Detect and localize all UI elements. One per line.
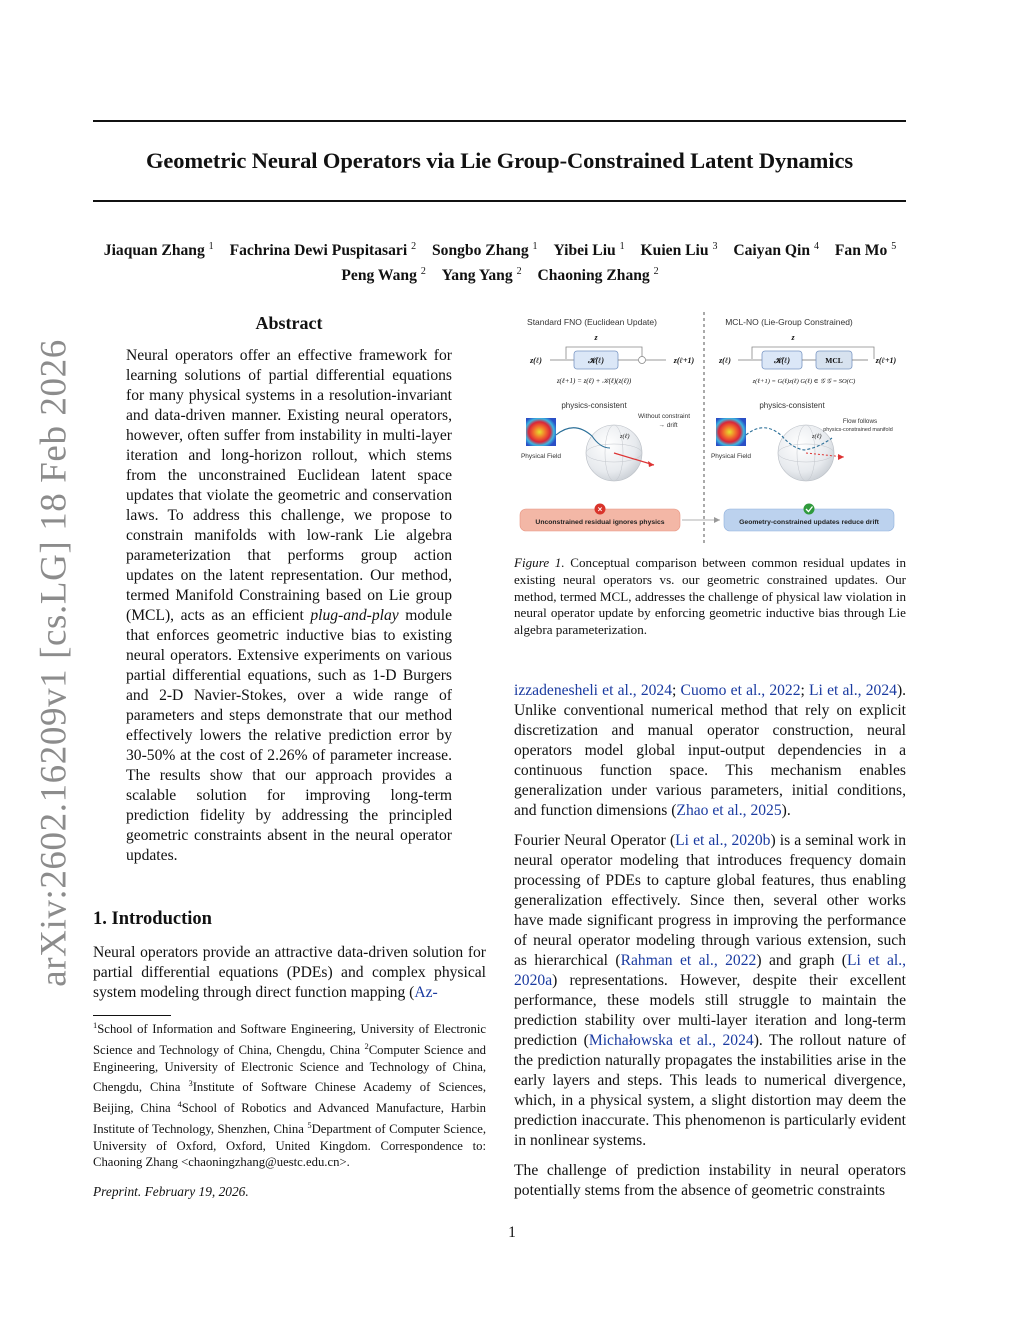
- citation-link[interactable]: Cuomo et al., 2022: [680, 682, 801, 699]
- physical-field-label: Physical Field: [520, 453, 562, 460]
- without-constraint-label: Without constraint: [637, 413, 691, 420]
- footnote-rule: [93, 1015, 171, 1016]
- physical-field-label: Physical Field: [710, 453, 752, 460]
- right-paragraph-3: The challenge of prediction instability in neural operators potentially stems from the absence of geometric constraints: [514, 1162, 906, 1199]
- citation-link[interactable]: izzadenesheli et al., 2024: [514, 682, 673, 699]
- z-out-label: z(ℓ+1): [875, 356, 897, 365]
- citation-link[interactable]: Li et al., 2020b: [675, 832, 771, 849]
- drift-arrowhead: [648, 461, 654, 467]
- physics-consistent-label: physics-consistent: [561, 401, 627, 410]
- abstract-body: Neural operators offer an effective framework for learning solutions of partial differential equations for many physical systems in a resolution-invariant and data-driven manner. Existing neural operators, however, often suffer from instability in multi-layer iteration and long-horizon rollout, which stems from the unconstrained Euclidean latent space updates that violate the geometric and conservation laws. To address this challenge, we propose to constrain manifolds with low-rank Lie algebra parameterization that performs group action updates on the latent representation. Our method, termed Manifold Constraining based on Lie group (MCL), acts as an efficient plug-and-play module that enforces geometric inductive bias to existing neural operators. Extensive experiments on various partial differential equations, such as 1-D Burgers and 2-D Navier-Stokes, over a wide range of parameters and steps demonstrate that our method effectively lowers the relative prediction error by 30-50% at the cost of 2.26% of parameter increase. The results show that our approach provides a scalable solution for improving long-term prediction fidelity by addressing the principled geometric constraints absent in the neural operator updates.: [126, 347, 452, 864]
- x-icon-glyph: ×: [597, 505, 603, 514]
- manifold-label: physics-constrained manifold: [823, 427, 893, 433]
- arxiv-watermark: arXiv:2602.16209v1 [cs.LG] 18 Feb 2026: [33, 339, 75, 987]
- affiliations-footnote: $^1$School of Information and Software Engineering, University of Electronic Science and Technology of China, Chengdu, China $^2$Computer Science and Engineering, University of Electronic Science and Technology of China, Chengdu, China $^3$Institute of Software Chinese Academy of Sciences, Beijing, China $^4$School of Robotics and Advanced Manufacture, Harbin Institute of Technology, Shenzhen, China $^5$Department of Computer Science, University of Oxford, Oxford, United Kingdom. Correspondence to: Chaoning Zhang <chaoningzhang@uestc.edu.cn>.: [93, 1020, 487, 1170]
- flow-follows-label: Flow follows: [842, 418, 878, 425]
- author: Fachrina Dewi Puspitasari $^2$: [229, 241, 417, 260]
- intro-paragraph: Neural operators provide an attractive data-driven solution for partial differential equations (PDEs) and complex physical system modeling through direct function mapping (Az-: [93, 944, 486, 1001]
- author: Chaoning Zhang $^2$: [537, 266, 659, 285]
- z-label: z: [594, 333, 598, 342]
- drift-label: → drift: [658, 422, 678, 429]
- sphere-z-label: z(ℓ): [812, 433, 822, 440]
- author: Kuien Liu $^3$: [640, 241, 718, 260]
- left-panel-title: Standard FNO (Euclidean Update): [527, 317, 657, 327]
- author: Caiyan Qin $^4$: [733, 241, 819, 260]
- z-label: z: [791, 333, 795, 342]
- citation-link[interactable]: Li et al., 2024: [809, 682, 897, 699]
- residual-equation: z(ℓ+1) = z(ℓ) + 𝒦(ℓ)(z(ℓ)): [556, 377, 632, 385]
- physical-field-thumbnail: [526, 418, 556, 446]
- z-in-label: z(ℓ): [719, 356, 731, 365]
- right-panel-title: MCL-NO (Lie-Group Constrained): [725, 317, 853, 327]
- section-heading-introduction: 1. Introduction: [93, 909, 212, 929]
- group-action-equation: z(ℓ+1) = G(ℓ)z(ℓ) G(ℓ) ∈ 𝒢 𝒢 = SO(C): [752, 378, 856, 385]
- page-number: 1: [508, 1224, 516, 1241]
- right-paragraph-1: izzadenesheli et al., 2024; Cuomo et al., 2022; Li et al., 2024). Unlike conventional numerical method that rely on explicit discretization and manual operator construction, neural operators model global input-output dependencies in a continuous function space. This mechanism enables generalization under various parameters, initial conditions, and function dimensions (Zhao et al., 2025).: [514, 682, 907, 819]
- author-list: [70, 236, 930, 286]
- bad-outcome-label: Unconstrained residual ignores physics: [535, 519, 665, 526]
- abstract-heading: Abstract: [255, 313, 323, 333]
- figure-1: [514, 310, 906, 550]
- constrained-arrowhead: [838, 454, 844, 460]
- author: Peng Wang $^2$: [341, 266, 426, 285]
- figure-caption: Figure 1. Conceptual comparison between common residual updates in existing neural operators vs. our geometric constrained updates. Our method, termed MCL, addresses the challenge of physical law violation in neural operator update by enforcing geometric inductive bias through Lie algebra parameterization.: [514, 555, 906, 638]
- author: Fan Mo $^5$: [834, 241, 897, 260]
- citation-link[interactable]: Zhao et al., 2025: [676, 802, 782, 819]
- comparison-arrowhead: [714, 517, 720, 523]
- citation-link[interactable]: Michałowska et al., 2024: [588, 1032, 754, 1049]
- sphere-z-label: z(ℓ): [620, 433, 630, 440]
- physics-consistent-label: physics-consistent: [759, 401, 825, 410]
- citation-link[interactable]: Rahman et al., 2022: [620, 952, 757, 969]
- physical-field-thumbnail: [716, 418, 746, 446]
- z-in-label: z(ℓ): [530, 356, 542, 365]
- k-block-label: 𝒦(ℓ): [773, 356, 791, 365]
- title-rule-top: [93, 120, 906, 122]
- good-outcome-label: Geometry-constrained updates reduce drift: [739, 519, 879, 526]
- author: Jiaquan Zhang $^1$: [103, 241, 214, 260]
- title-rule-bottom: [93, 200, 906, 202]
- author: Yang Yang $^2$: [441, 266, 522, 285]
- mcl-block-label: MCL: [825, 356, 843, 365]
- paper-title: Geometric Neural Operators via Lie Group-Constrained Latent Dynamics: [145, 148, 854, 173]
- z-out-label: z(ℓ+1): [673, 356, 695, 365]
- author: Yibei Liu $^1$: [553, 241, 625, 260]
- preprint-date: Preprint. February 19, 2026.: [93, 1184, 249, 1199]
- check-icon: [804, 504, 815, 515]
- author: Songbo Zhang $^1$: [431, 241, 538, 260]
- sum-node: [639, 357, 646, 364]
- citation-link[interactable]: Li et al., 2020a: [514, 952, 906, 989]
- k-block-label: 𝒦(ℓ): [587, 356, 605, 365]
- right-paragraph-2: Fourier Neural Operator (Li et al., 2020b) is a seminal work in neural operator modeling that introduces frequency domain processing of PDEs to capture global features, thus enabling generalization effectively. Since then, several other works have made significant progress in improving the performance of neural operator modeling through various extension, such as hierarchical (Rahman et al., 2022) and graph (Li et al., 2020a) representations. However, despite their excellent performance, these models still struggle to maintain the prediction stability over multi-layer iteration and long-term prediction (Michałowska et al., 2024). The rollout nature of the prediction naturally propagates the instabilities arise in the early layers and steps. This leads to numerical divergence, which, in a physical system, a slight distortion may deem the prediction inaccurate. This phenomenon is particularly evident in nonlinear systems.: [514, 832, 907, 1149]
- citation-link[interactable]: Az-: [414, 984, 438, 1001]
